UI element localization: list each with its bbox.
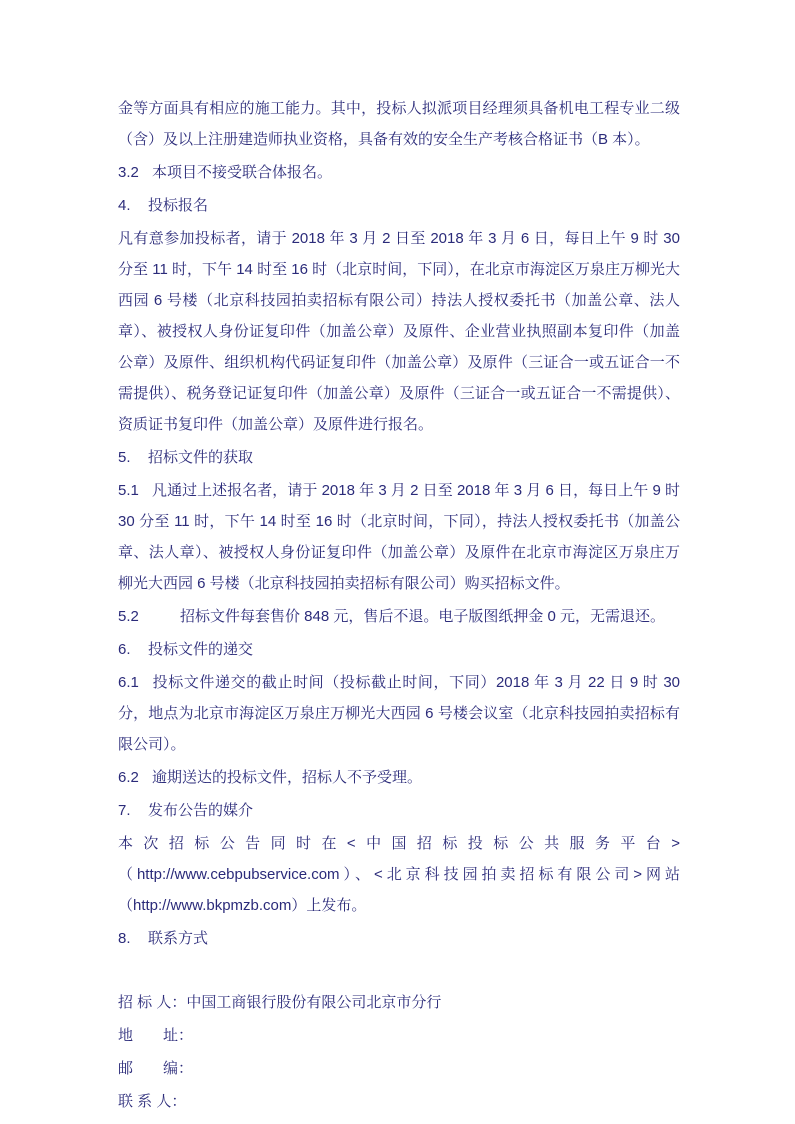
heading-5-title: 招标文件的获取 [148,449,254,466]
contact-tenderer-line [118,987,680,1018]
item-5-1 [118,475,680,599]
heading-4-number: 4. [118,197,131,214]
contact-tenderer-label: 招 标 人： [118,994,187,1011]
item-5-2-number: 5.2 [118,608,139,625]
heading-8-contact-info [118,923,680,954]
heading-8-number: 8. [118,930,131,947]
heading-6-number: 6. [118,641,131,658]
item-5-1-number: 5.1 [118,482,139,499]
paragraph-registration-details: 凡有意参加投标者，请于 2018 年 3 月 2 日至 2018 年 3 月 6 日，每日上午 9 时 30 分至 11 时，下午 14 时至 16 时（北京时间，下同），在北京市海淀区万泉庄万柳光大西园 6 号楼（北京科技园拍卖招标有限公司）持法人授权委托书（加盖公章、法人章）、被授权人身份证复印件（加盖公章）及原件、企业营业执照副本复印件（加盖公章）及原件、组织机构代码证复印件（加盖公章）及原件（三证合一或五证合一不需提供）、税务登记证复印件（加盖公章）及原件（三证合一或五证合一不需提供）、资质证书复印件（加盖公章）及原件进行报名。 [118,230,680,433]
contact-tenderer-value: 中国工商银行股份有限公司北京市分行 [186,994,442,1011]
heading-7-announcement-media [118,795,680,826]
heading-7-number: 7. [118,802,131,819]
item-6-2 [118,762,680,793]
contact-address-line [118,1020,680,1051]
item-6-1-number: 6.1 [118,674,139,691]
contact-address-label: 地 址： [118,1027,194,1044]
heading-7-title: 发布公告的媒介 [148,802,254,819]
contact-postcode-line [118,1053,680,1084]
heading-6-bid-submission [118,634,680,665]
item-5-1-text: 凡通过上述报名者，请于 2018 年 3 月 2 日至 2018 年 3 月 6 日，每日上午 9 时 30 分至 11 时，下午 14 时至 16 时（北京时间，下同），持法人授权委托书（加盖公章、法人章）、被授权人身份证复印件（加盖公章）及原件在北京市海淀区万泉庄万柳光大西园 6 号楼（北京科技园拍卖招标有限公司）购买招标文件。 [118,482,680,592]
item-6-1 [118,667,680,760]
blank-line-spacer [118,956,680,987]
item-5-2-text: 招标文件每套售价 848 元，售后不退。电子版图纸押金 0 元，无需退还。 [180,608,666,625]
item-3-2-number: 3.2 [118,164,139,181]
heading-5-number: 5. [118,449,131,466]
paragraph-qualification-continuation: 金等方面具有相应的施工能力。其中，投标人拟派项目经理须具备机电工程专业二级（含）及以上注册建造师执业资格，具备有效的安全生产考核合格证书（B 本）。 [118,100,680,148]
item-3-2-text: 本项目不接受联合体报名。 [152,164,333,181]
contact-person-line [118,1086,680,1117]
heading-5-document-acquisition [118,442,680,473]
heading-6-title: 投标文件的递交 [148,641,254,658]
item-5-2 [118,601,680,632]
paragraph-announcement-platforms: 本次招标公告同时在<中国招标投标公共服务平台>（http://www.cebpubservice.com）、<北京科技园拍卖招标有限公司>网站（http://www.bkpmzb.com）上发布。 [118,835,680,914]
heading-4-bid-registration [118,190,680,221]
contact-person-label: 联 系 人： [118,1093,187,1110]
item-3-2 [118,157,680,188]
item-6-2-number: 6.2 [118,769,139,786]
item-6-2-text: 逾期送达的投标文件，招标人不予受理。 [152,769,423,786]
item-6-1-text: 投标文件递交的截止时间（投标截止时间，下同）2018 年 3 月 22 日 9 时 30 分，地点为北京市海淀区万泉庄万柳光大西园 6 号楼会议室（北京科技园拍卖招标有限公司）。 [118,674,680,753]
contact-postcode-label: 邮 编： [118,1060,194,1077]
heading-4-title: 投标报名 [148,197,209,214]
heading-8-title: 联系方式 [148,930,209,947]
